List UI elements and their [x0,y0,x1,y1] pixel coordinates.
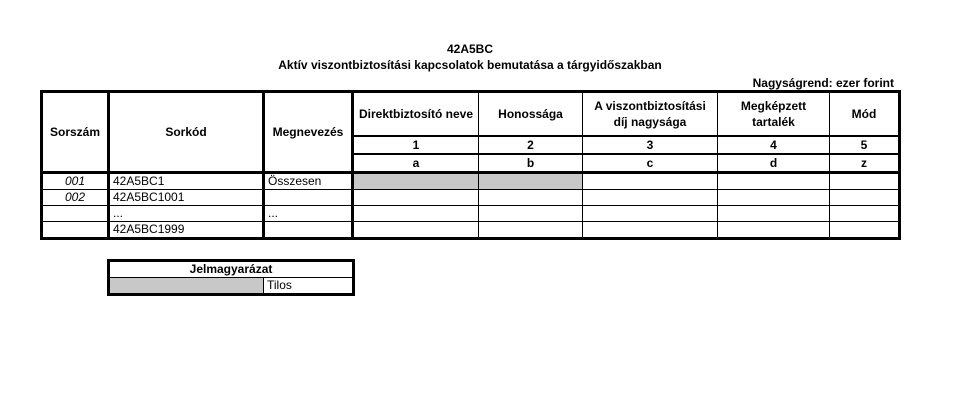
col-letter: z [830,154,900,173]
cell-forbidden [479,172,583,189]
header-direktbiztosito: Direktbiztosító neve [353,92,479,136]
row-megnevezes [264,189,353,205]
col-number: 2 [479,136,583,154]
col-letter: d [718,154,830,173]
data-cell[interactable] [353,221,479,238]
table-row [42,189,900,205]
data-cell[interactable] [718,221,830,238]
row-sorkod: ... [109,205,264,221]
data-cell[interactable] [718,205,830,221]
data-cell[interactable] [718,189,830,205]
data-cell[interactable] [583,189,718,205]
form-code: 42A5BC [446,42,494,56]
row-megnevezes [264,221,353,238]
col-letter: a [353,154,479,173]
data-cell[interactable] [718,172,830,189]
header-honossaga: Honossága [479,92,583,136]
row-sorkod: 42A5BC1999 [109,221,264,238]
header-tartalek: Megképzett tartalék [718,92,830,136]
row-sorszam: 002 [42,189,109,205]
data-cell[interactable] [583,205,718,221]
table-row [42,205,900,221]
header-dij-nagysaga: A viszontbiztosítási díj nagysága [583,92,718,136]
col-letter: b [479,154,583,173]
row-megnevezes: ... [264,205,353,221]
row-sorkod: 42A5BC1001 [109,189,264,205]
row-sorszam [42,205,109,221]
row-sorszam: 001 [42,172,109,189]
header-sorszam: Sorszám [42,92,109,173]
data-cell[interactable] [479,221,583,238]
data-cell[interactable] [830,172,900,189]
header-megnevezes: Megnevezés [264,92,353,173]
col-number: 3 [583,136,718,154]
data-cell[interactable] [479,205,583,221]
data-cell[interactable] [830,205,900,221]
row-sorkod: 42A5BC1 [109,172,264,189]
legend [107,259,355,296]
data-cell[interactable] [583,221,718,238]
data-cell[interactable] [353,205,479,221]
row-sorszam [42,221,109,238]
data-cell[interactable] [583,172,718,189]
main-table [40,90,901,240]
col-letter: c [583,154,718,173]
col-number: 5 [830,136,900,154]
data-cell[interactable] [830,189,900,205]
form-title: Aktív viszontbiztosítási kapcsolatok bemutatása a tárgyidőszakban [278,58,662,72]
header-sorkod: Sorkód [109,92,264,173]
col-number: 4 [718,136,830,154]
data-cell[interactable] [353,189,479,205]
legend-forbidden-label: Tilos [264,278,354,295]
cell-forbidden [353,172,479,189]
row-megnevezes: Összesen [264,172,353,189]
legend-title: Jelmagyarázat [109,261,354,278]
data-cell[interactable] [479,189,583,205]
unit-label: Nagyságrend: ezer forint [752,76,894,90]
legend-forbidden-swatch [109,278,264,295]
data-cell[interactable] [830,221,900,238]
header-mod: Mód [830,92,900,136]
table-row [42,221,900,238]
col-number: 1 [353,136,479,154]
table-row [42,172,900,189]
